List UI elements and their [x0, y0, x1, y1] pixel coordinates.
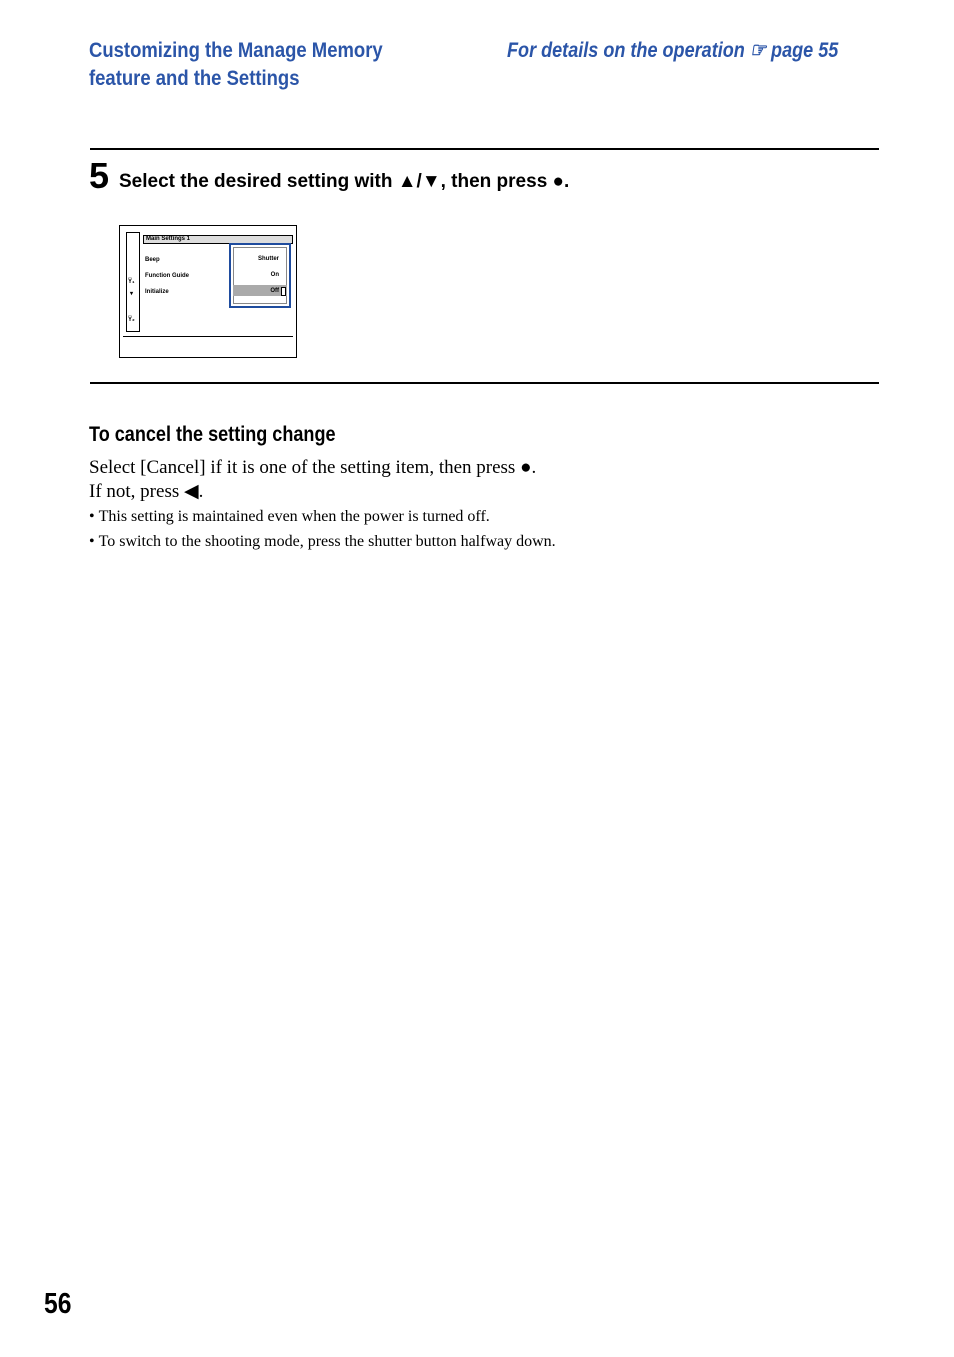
cancel-instruction-2: If not, press ◀.: [89, 481, 204, 502]
settings-tab-2-icon: Y̅₂: [128, 317, 135, 323]
bullet-icon: •: [89, 533, 99, 550]
note-text: This setting is maintained even when the power is turned off.: [98, 508, 490, 525]
menu-item-initialize: Initialize: [145, 289, 169, 295]
pointing-hand-icon: ☞: [749, 39, 767, 62]
cancel-heading: To cancel the setting change: [89, 423, 336, 446]
selection-cursor-icon: [281, 287, 286, 296]
note-text: To switch to the shooting mode, press the shutter button halfway down.: [98, 533, 556, 550]
settings-tab-1-icon: Y̅₁: [128, 279, 135, 285]
screen-bottom-divider: [123, 336, 293, 337]
screen-tab-bar: [126, 232, 140, 332]
details-page-link: page 55: [771, 39, 839, 62]
cancel-instruction-1: Select [Cancel] if it is one of the setting item, then press ●.: [89, 457, 537, 478]
top-divider: [90, 148, 879, 150]
option-popup: [229, 243, 291, 308]
option-shutter: Shutter: [258, 256, 279, 262]
details-reference: [507, 37, 838, 65]
bottom-divider: [90, 382, 879, 384]
menu-item-function-guide: Function Guide: [145, 273, 189, 279]
step-instruction: Select the desired setting with ▲/▼, then press ●.: [119, 171, 570, 192]
screen-title: Main Settings 1: [146, 236, 191, 242]
note-item: [89, 531, 556, 553]
bullet-icon: •: [89, 508, 99, 525]
option-on: On: [270, 272, 279, 278]
details-prefix: For details on the operation: [507, 39, 745, 62]
page-number: 56: [44, 1288, 72, 1320]
menu-item-beep: Beep: [145, 257, 160, 263]
option-off: Off: [270, 288, 279, 294]
down-arrow-icon: ▾: [130, 291, 134, 297]
camera-screen-illustration: [119, 225, 297, 358]
step-number: 5: [89, 155, 110, 196]
note-item: [89, 506, 490, 528]
section-title: Customizing the Manage Memory feature and the Settings: [89, 39, 383, 90]
